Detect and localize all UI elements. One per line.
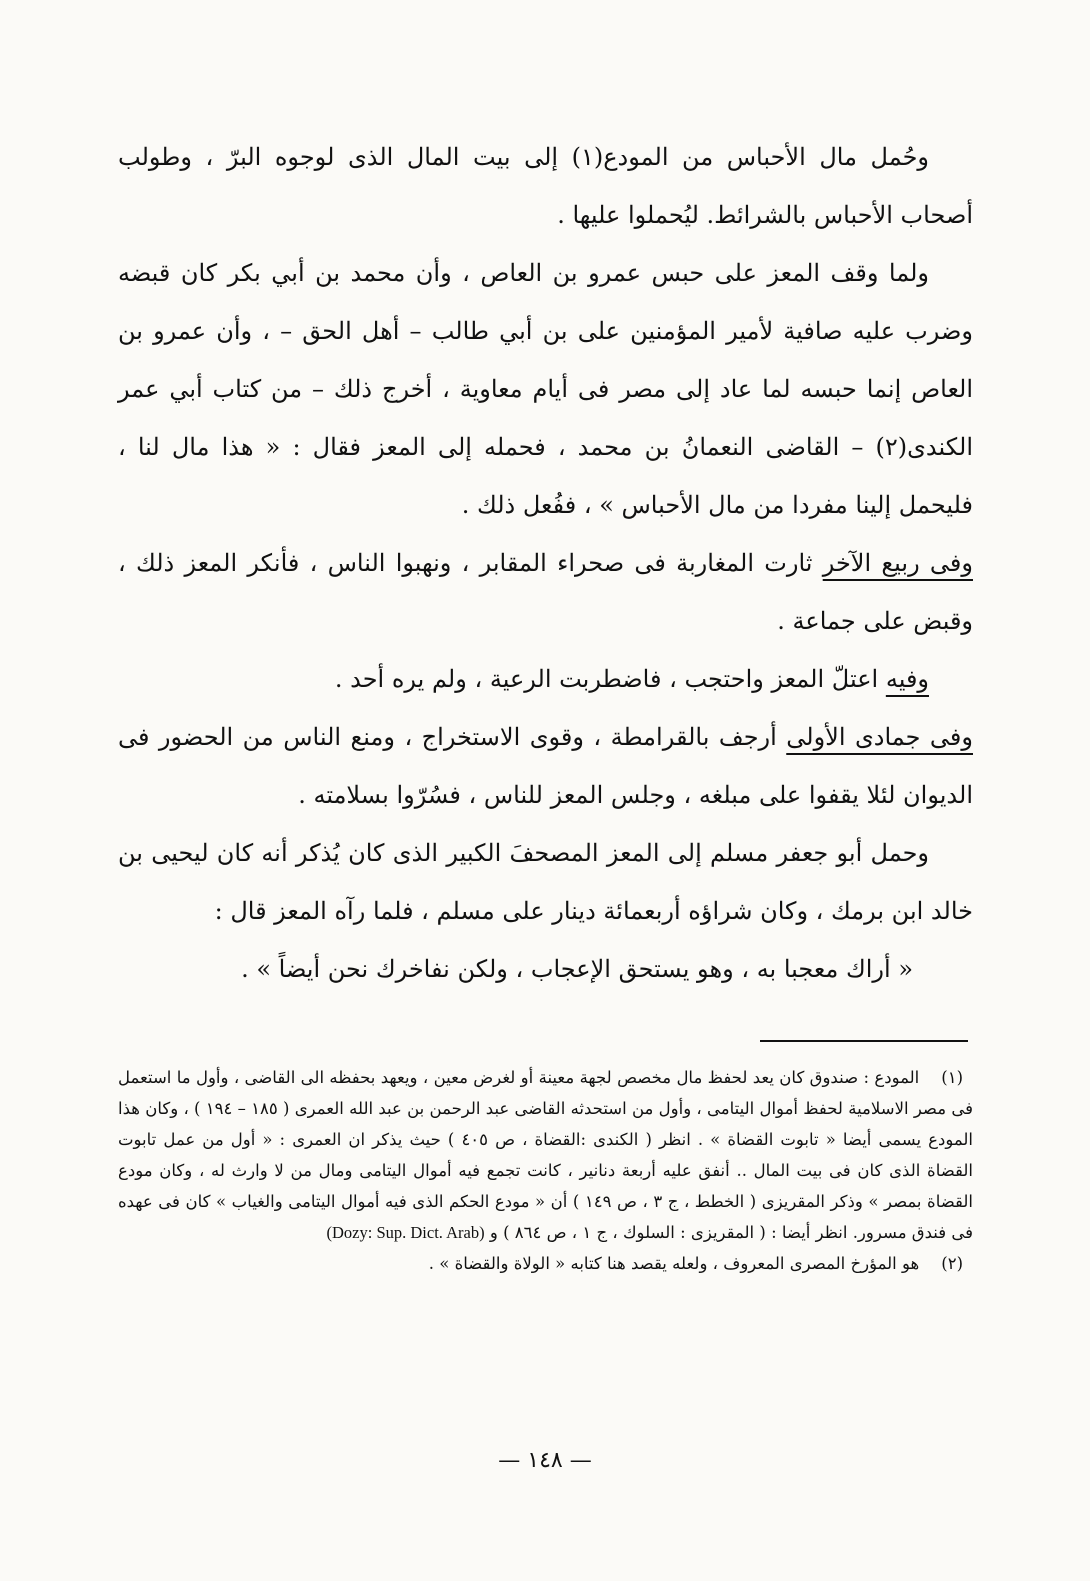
quote-line: « أراك معجبا به ، وهو يستحق الإعجاب ، ولكن نفاخرك نحن أيضاً » . — [241, 955, 913, 983]
paragraph-fihi — [118, 650, 973, 708]
paragraph-1: وحُمل مال الأحباس من المودع(١) إلى بيت المال الذى لوجوه البرّ ، وطولب أصحاب الأحباس بالشرائط. ليُحملوا عليها . — [118, 143, 973, 229]
paragraph-mushaf: وحمل أبو جعفر مسلم إلى المعز المصحفَ الكبير الذى كان يُذكر أنه كان ليحيى بن خالد ابن برمك ، وكان شراؤه أربعمائة دينار على مسلم ، فلما رآه المعز قال : — [118, 839, 973, 925]
footnote-1-number: (١) — [941, 1068, 963, 1087]
main-text — [118, 128, 973, 998]
paragraph-rabi — [118, 534, 973, 650]
rabi-heading: وفى ربيع الآخر — [822, 549, 973, 577]
paragraph-jumada — [118, 708, 973, 824]
footnote-1-text: المودع : صندوق كان يعد لحفظ مال مخصص لجهة معينة أو لغرض معين ، ويعهد بحفظه الى القاضى ، وأول ما استعمل فى مصر الاسلامية لحفظ أموال اليتامى ، وأول من استحدثه القاضى عبد الرحمن بن عبد الله العمرى ( ١٨٥ – ١٩٤ ) ، وكان هذا المودع يسمى أيضا « تابوت القضاة » . انظر ( الكندى :القضاة ، ص ٤٠٥ ) حيث يذكر ان العمرى : « أول من عمل تابوت القضاة الذى كان فى بيت المال .. أنفق عليه أربعة دنانير ، كانت تجمع فيه أموال اليتامى ومال من لا وارث له ، وكان مودع القضاة بمصر » وذكر المقريزى ( الخطط ، ج ٣ ، ص ١٤٩ ) أن « مودع الحكم الذى فيه أموال اليتامى والغياب » كان فى عهده فى فندق مسرور. انظر أيضا : ( المقريزى : السلوك ، ج ١ ، ص ٨٦٤ ) و — [118, 1068, 974, 1242]
footnote-2-number: (٢) — [941, 1254, 963, 1273]
rabi-text: ثارت المغاربة فى صحراء المقابر ، ونهبوا الناس ، فأنكر المعز ذلك ، وقبض على جماعة . — [118, 549, 973, 635]
footnotes — [118, 1062, 973, 1279]
jumada-heading: وفى جمادى الأولى — [786, 723, 973, 751]
footnote-2-text: هو المؤرخ المصرى المعروف ، ولعله يقصد هنا كتابه « الولاة والقضاة » . — [428, 1254, 920, 1273]
jumada-text: أرجف بالقرامطة ، وقوى الاستخراج ، ومنع الناس من الحضور فى الديوان لئلا يقفوا على مبلغه ، وجلس المعز للناس ، فسُرّوا بسلامته . — [118, 723, 973, 809]
paragraph-2: ولما وقف المعز على حبس عمرو بن العاص ، وأن محمد بن أبي بكر كان قبضه وضرب عليه صافية لأمير المؤمنين على بن أبي طالب – أهل الحق – ، وأن عمرو بن العاص إنما حبسه لما عاد إلى مصر فى أيام معاوية ، أخرج ذلك – من كتاب أبي عمر الكندى(٢) – القاضى النعمانُ بن محمد ، فحمله إلى المعز فقال : « هذا مال لنا ، فليحمل إلينا مفردا من مال الأحباس » ، ففُعل ذلك . — [118, 259, 973, 519]
fihi-text: اعتلّ المعز واحتجب ، فاضطربت الرعية ، ولم يره أحد . — [334, 665, 886, 693]
footnote-1 — [118, 1062, 973, 1248]
footnote-1-latin: (Dozy: Sup. Dict. Arab) — [326, 1223, 485, 1242]
page-number: — ١٤٨ — — [498, 1448, 592, 1473]
fihi-heading: وفيه — [885, 665, 929, 693]
footnote-2 — [118, 1248, 973, 1279]
footnote-separator — [760, 1040, 968, 1042]
